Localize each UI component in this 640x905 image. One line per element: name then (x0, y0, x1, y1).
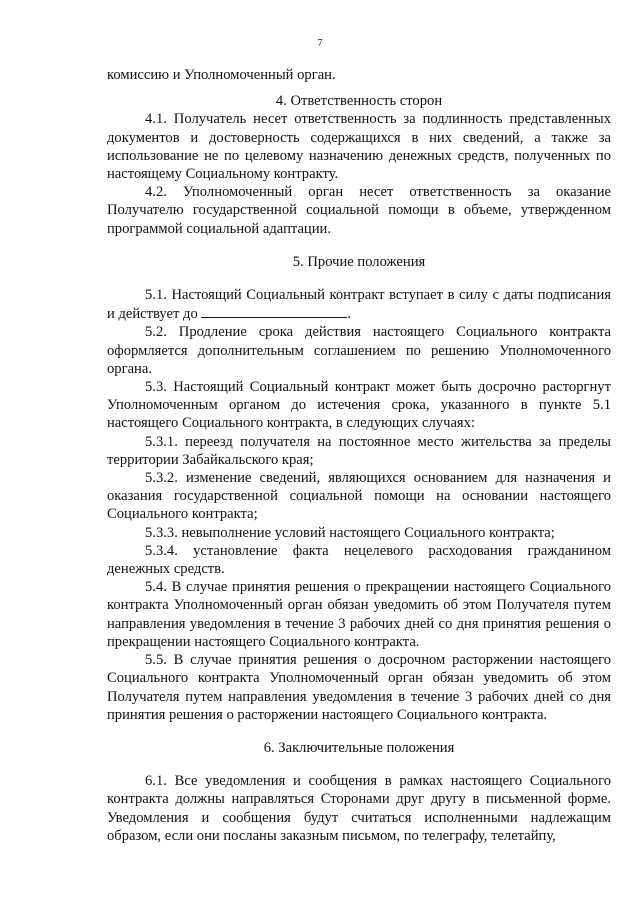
clause-5-3-1: 5.3.1. переезд получателя на постоянное место жительства за пределы территории Забайкальского края; (107, 433, 611, 468)
section-4-title: 4. Ответственность сторон (275, 93, 443, 110)
clause-6-1: 6.1. Все уведомления и сообщения в рамках настоящего Социального контракта должны направляться Сторонами друг другу в письменной форме. Уведомления и сообщения будут считаться исполненными надлежащим образом, если они посланы заказным письмом, по телеграфу, телетайпу, (107, 773, 611, 844)
clause-5-1-end: . (347, 306, 352, 323)
date-blank-line (201, 304, 347, 318)
document-body (107, 66, 611, 845)
clause-5-4: 5.4. В случае принятия решения о прекращении настоящего Социального контракта Уполномоченный орган обязан уведомить об этом Получателя путем направления уведомления в течение 3 рабочих дней со дня принятия решения о прекращении настоящего Социального контракта. (107, 579, 611, 650)
clause-5-2: 5.2. Продление срока действия настоящего Социального контракта оформляется дополнительным соглашением по решению Уполномоченного органа. (107, 324, 611, 377)
clause-5-3-2: 5.3.2. изменение сведений, являющихся основанием для назначения и оказания государственной социальной помощи на основании настоящего Социального контракта; (107, 470, 611, 523)
clause-5-1-text: 5.1. Настоящий Социальный контракт вступает в силу с даты подписания и действует до (107, 287, 611, 323)
clause-5-3-3: 5.3.3. невыполнение условий настоящего Социального контракта; (145, 524, 555, 541)
clause-5-3-4: 5.3.4. установление факта нецелевого расходования гражданином денежных средств. (107, 542, 611, 578)
clause-5-5: 5.5. В случае принятия решения о досрочном расторжении настоящего Социального контракта Уполномоченный орган обязан уведомить об этом Получателя путем направления уведомления в течение 3 рабочих дней со дня принятия решения о расторжении настоящего Социального контракта. (107, 652, 611, 723)
section-5-title: 5. Прочие положения (292, 253, 426, 270)
page-number: 7 (317, 38, 323, 49)
section-6-title: 6. Заключительные положения (263, 739, 455, 756)
clause-4-2: 4.2. Уполномоченный орган несет ответственность за оказание Получателю государственной социальной помощи в объеме, утвержденном программой социальной адаптации. (107, 184, 611, 237)
clause-5-1 (107, 286, 611, 323)
intro-line: комиссию и Уполномоченный орган. (107, 67, 336, 83)
clause-5-3: 5.3. Настоящий Социальный контракт может быть досрочно расторгнут Уполномоченным органом до истечения срока, указанного в пункте 5.1 настоящего Социального контракта, в следующих случаях: (107, 379, 611, 432)
clause-4-1: 4.1. Получатель несет ответственность за подлинность представленных документов и достоверность содержащихся в них сведений, а также за использование не по целевому назначению денежных средств, полученных по настоящему Социальному контракту. (107, 111, 611, 183)
